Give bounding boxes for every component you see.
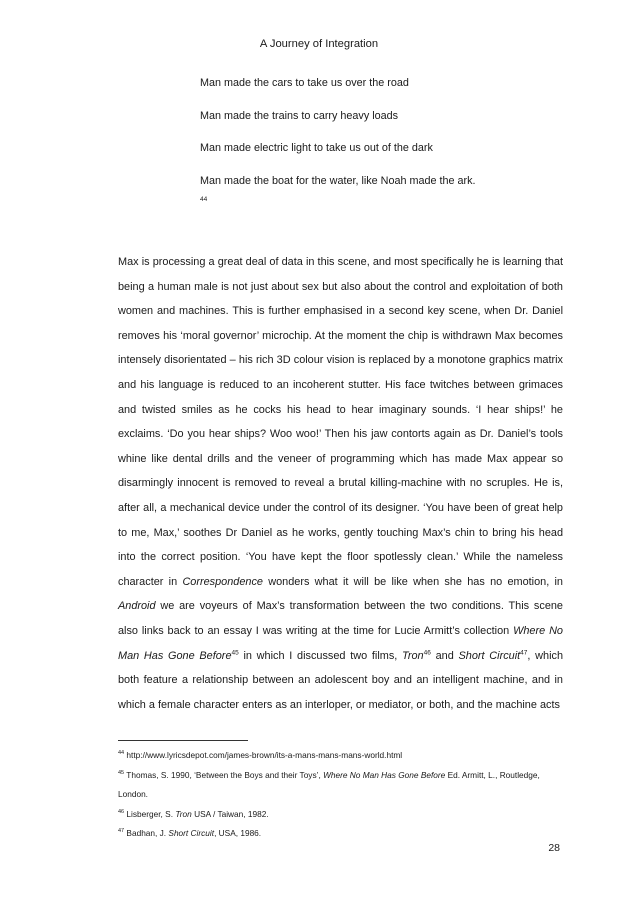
footnote-44 — [118, 746, 566, 766]
footnote-text: Ed. Armitt, L., Routledge, London. — [118, 769, 540, 799]
quote-line: Man made the cars to take us over the road — [200, 77, 409, 89]
footnote-ref-47: 47 — [520, 648, 528, 656]
text-run: Max is processing a great deal of data in this scene, and most specifically he is learning that being a human male is not just about sex but also about the control and exploitation of both women and machines. This is further emphasised in a second key scene, when Dr. Daniel removes his ‘moral governor’ microchip. At the moment the chip is withdrawn Max becomes intensely disorientated – his rich 3D colour vision is replaced by a monotone graphics matrix and his language is reduced to an incoherent stutter. His face twitches between grimaces and twisted smiles as he cocks his head to hear imaginary sounds. ‘I hear ships!’ he exclaims. ‘Do you hear ships? Woo woo!’ Then his jaw contorts again as Dr. Daniel’s tools whine like dental drills and the veneer of programming which has made Max appear so disarmingly innocent is removed to reveal a brutal killing-machine with no scruples. He is, after all, a mechanical device under the control of its designer. ‘You have been of great help to me, Max,’ soothes Dr Daniel as he works, gently touching Max’s chin to bring his head into the correct position. ‘You have kept the floor spotlessly clean.’ While the nameless character in — [118, 256, 563, 588]
title-android: Android — [118, 600, 156, 613]
footnote-text: , USA, 1986. — [214, 828, 262, 838]
title-where-no-man: Where No Man Has Gone Before — [118, 624, 563, 662]
footnote-45 — [118, 766, 566, 805]
footnote-title: Short Circuit — [168, 828, 215, 838]
text-run: wonders what it will be like when she has no emotion, in — [262, 575, 563, 588]
footnote-url: http://www.lyricsdepot.com/james-brown/its-a-mans-mans-mans-world.html — [124, 750, 403, 760]
quote-line: Man made electric light to take us out of the dark — [200, 142, 433, 154]
text-run: we are voyeurs of Max’s transformation between the two conditions. This scene also links back to an essay I was writing at the time for Lucie Armitt’s collection — [118, 600, 563, 637]
body-paragraph — [118, 250, 563, 717]
quote-line: Man made the trains to carry heavy loads — [200, 109, 399, 122]
footnote-text: USA / Taiwan, 1982. — [191, 808, 269, 819]
text-run: and — [430, 649, 459, 662]
footnote-ref-46: 46 — [423, 648, 431, 656]
paragraph — [118, 250, 563, 717]
footnote-number: 47 — [118, 828, 125, 835]
quote-line: Man made the boat for the water, like Noah made the ark. — [200, 174, 476, 187]
footnote-47 — [118, 824, 566, 844]
text-run: , which both feature a relationship between an adolescent boy and an intelligent machine, and in which a female character enters as an interloper, or mediator, or both, and the machine acts — [118, 649, 563, 711]
footnote-text: Thomas, S. 1990, ‘Between the Boys and their Toys’, — [124, 769, 324, 780]
title-short-circuit: Short Circuit — [458, 649, 521, 662]
footnote-separator — [118, 740, 248, 741]
footnote-46 — [118, 805, 566, 825]
running-header: A Journey of Integration — [259, 38, 379, 50]
title-tron: Tron — [402, 649, 424, 662]
footnote-number: 44 — [118, 750, 125, 757]
page-number: 28 — [548, 842, 560, 854]
song-lyrics-quote — [200, 76, 475, 203]
footnote-text: Lisberger, S. — [124, 808, 176, 819]
footnote-ref-44: 44 — [200, 196, 208, 203]
footnote-title: Where No Man Has Gone Before — [323, 769, 446, 780]
footnote-title: Tron — [175, 808, 192, 819]
footnotes — [118, 746, 566, 844]
footnote-number: 45 — [118, 769, 125, 776]
text-run: in which I discussed two films, — [238, 649, 403, 662]
title-correspondence: Correspondence — [182, 575, 263, 588]
footnote-number: 46 — [118, 808, 125, 815]
footnote-ref-45: 45 — [231, 648, 239, 656]
footnote-text: Badhan, J. — [124, 828, 169, 838]
